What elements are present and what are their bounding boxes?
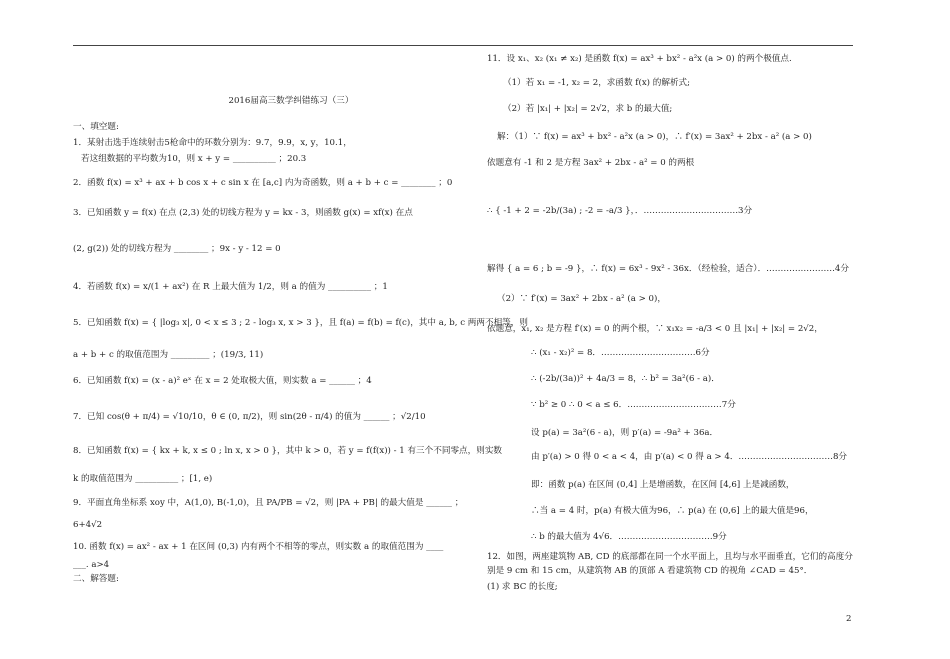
- problem-11-part-1: （1）若 x₁ = -1, x₂ = 2，求函数 f(x) 的解析式;: [503, 78, 691, 88]
- question-8-line-2: k 的取值范围为 __________ ；[1, e): [73, 474, 213, 484]
- solution-step-9: ∴ b 的最大值为 4√6．……………………………9分: [531, 532, 727, 542]
- section-solutions: 二、解答题:: [73, 574, 119, 584]
- solution-intro: 解：（1）∵ f(x) = ax³ + bx² - a²x (a > 0)，∴ f′(x) = 3ax² + 2bx - a² (a > 0): [497, 132, 812, 142]
- question-1-line-2: 若这组数据的平均数为10，则 x + y = __________ ；20.3: [81, 154, 307, 164]
- question-7: 7．已知 cos(θ + π/4) = √10/10，θ ∈ (0, π/2)，则 sin(2θ - π/4) 的值为 ______ ；√2/10: [73, 412, 426, 422]
- question-3-line-2: (2, g(2)) 处的切线方程为 ________ ；9x - y - 12 = 0: [73, 244, 281, 254]
- solution-step-6: ∴ (x₁ - x₂)² = 8．……………………………6分: [531, 348, 710, 358]
- question-5-line-1: 5．已知函数 f(x) = { |log₃ x|, 0 < x ≤ 3 ; 2 - log₃ x, x > 3 }，且 f(a) = f(b) = f(c)，其中 a, b, c 两两不相等，则: [73, 318, 528, 328]
- page-title: 2016届高三数学纠错练习（三）: [228, 96, 354, 106]
- question-8-line-1: 8．已知函数 f(x) = { kx + k, x ≤ 0 ; ln x, x > 0 }，其中 k > 0，若 y = f(f(x)) - 1 有三个不同零点，则实数: [73, 446, 503, 456]
- solution-monotonic: 即：函数 p(a) 在区间 (0,4] 上是增函数，在区间 [4,6] 上是减函数，: [531, 480, 795, 490]
- solution-max: ∴当 a = 4 时，p(a) 有极大值为96，∴ p(a) 在 (0,6] 上的最大值是96，: [531, 506, 814, 516]
- solution-step-7: ∵ b² ≥ 0 ∴ 0 < a ≤ 6．……………………………7分: [531, 400, 736, 410]
- solution-roots: 依题意有 -1 和 2 是方程 3ax² + 2bx - a² = 0 的两根: [487, 158, 695, 168]
- question-3-line-1: 3．已知函数 y = f(x) 在点 (2,3) 处的切线方程为 y = kx - 3，则函数 g(x) = xf(x) 在点: [73, 208, 413, 218]
- solution-part-2: （2）∵ f′(x) = 3ax² + 2bx - a² (a > 0)，: [497, 294, 666, 304]
- question-10-line-1: 10. 函数 f(x) = ax² - ax + 1 在区间 (0,3) 内有两个不相等的零点，则实数 a 的取值范围为 ____: [73, 542, 444, 552]
- solution-step-8: 由 p′(a) > 0 得 0 < a < 4，由 p′(a) < 0 得 a > 4．……………………………8分: [531, 452, 848, 462]
- section-fill-in: 一、填空题:: [73, 122, 119, 132]
- question-1-line-1: 1．某射击选手连续射击5枪命中的环数分别为：9.7，9.9，x, y，10.1，: [73, 138, 352, 148]
- question-5-line-2: a + b + c 的取值范围为 _________ ；(19/3, 11): [73, 350, 264, 360]
- problem-12-line-1: 12．如图，两座建筑物 AB, CD 的底部都在同一个水平面上，且均与水平面垂直，它们的高度分: [487, 552, 853, 562]
- question-2: 2．函数 f(x) = x³ + ax + b cos x + c sin x 在 [a,c] 内为奇函数，则 a + b + c = ________ ；0: [73, 178, 453, 188]
- solution-part-2-roots: 依题意，x₁, x₂ 是方程 f′(x) = 0 的两个根，∵ x₁x₂ = -a/3 < 0 且 |x₁| + |x₂| = 2√2，: [487, 324, 823, 334]
- problem-11-part-2: （2）若 |x₁| + |x₂| = 2√2，求 b 的最大值;: [503, 104, 673, 114]
- question-4: 4．若函数 f(x) = x/(1 + ax²) 在 R 上最大值为 1/2，则 a 的值为 __________ ；1: [73, 282, 388, 292]
- solution-step-b2: ∴ (-2b/(3a))² + 4a/3 = 8，∴ b² = 3a²(6 - a)．: [531, 374, 720, 384]
- problem-11: 11．设 x₁、x₂ (x₁ ≠ x₂) 是函数 f(x) = ax³ + bx² - a²x (a > 0) 的两个极值点.: [487, 54, 792, 64]
- question-9-line-2: 6+4√2: [73, 520, 103, 530]
- problem-12-line-2: 别是 9 cm 和 15 cm，从建筑物 AB 的顶部 A 看建筑物 CD 的视角 ∠CAD = 45°．: [487, 566, 813, 576]
- question-6: 6．已知函数 f(x) = (x - a)² eˣ 在 x = 2 处取极大值，则实数 a = ______ ；4: [73, 376, 372, 386]
- question-9-line-1: 9．平面直角坐标系 xoy 中，A(1,0), B(-1,0)，且 PA/PB = √2，则 |PA + PB| 的最大值是 ______ ；: [73, 498, 464, 508]
- page-number: 2: [846, 614, 852, 624]
- problem-12-part-1: (1) 求 BC 的长度;: [487, 582, 558, 592]
- solution-system-2: 解得 { a = 6 ; b = -9 }，∴ f(x) = 6x³ - 9x² - 36x．（经检验，适合）．……………………4分: [487, 264, 849, 274]
- solution-define-p: 设 p(a) = 3a²(6 - a)，则 p′(a) = -9a² + 36a．: [531, 428, 719, 438]
- header-rule: [73, 45, 853, 46]
- question-10-line-2: ___. a>4: [73, 560, 110, 570]
- solution-system-1: ∴ { -1 + 2 = -2b/(3a) ; -2 = -a/3 }，．……………………………3分: [487, 206, 753, 216]
